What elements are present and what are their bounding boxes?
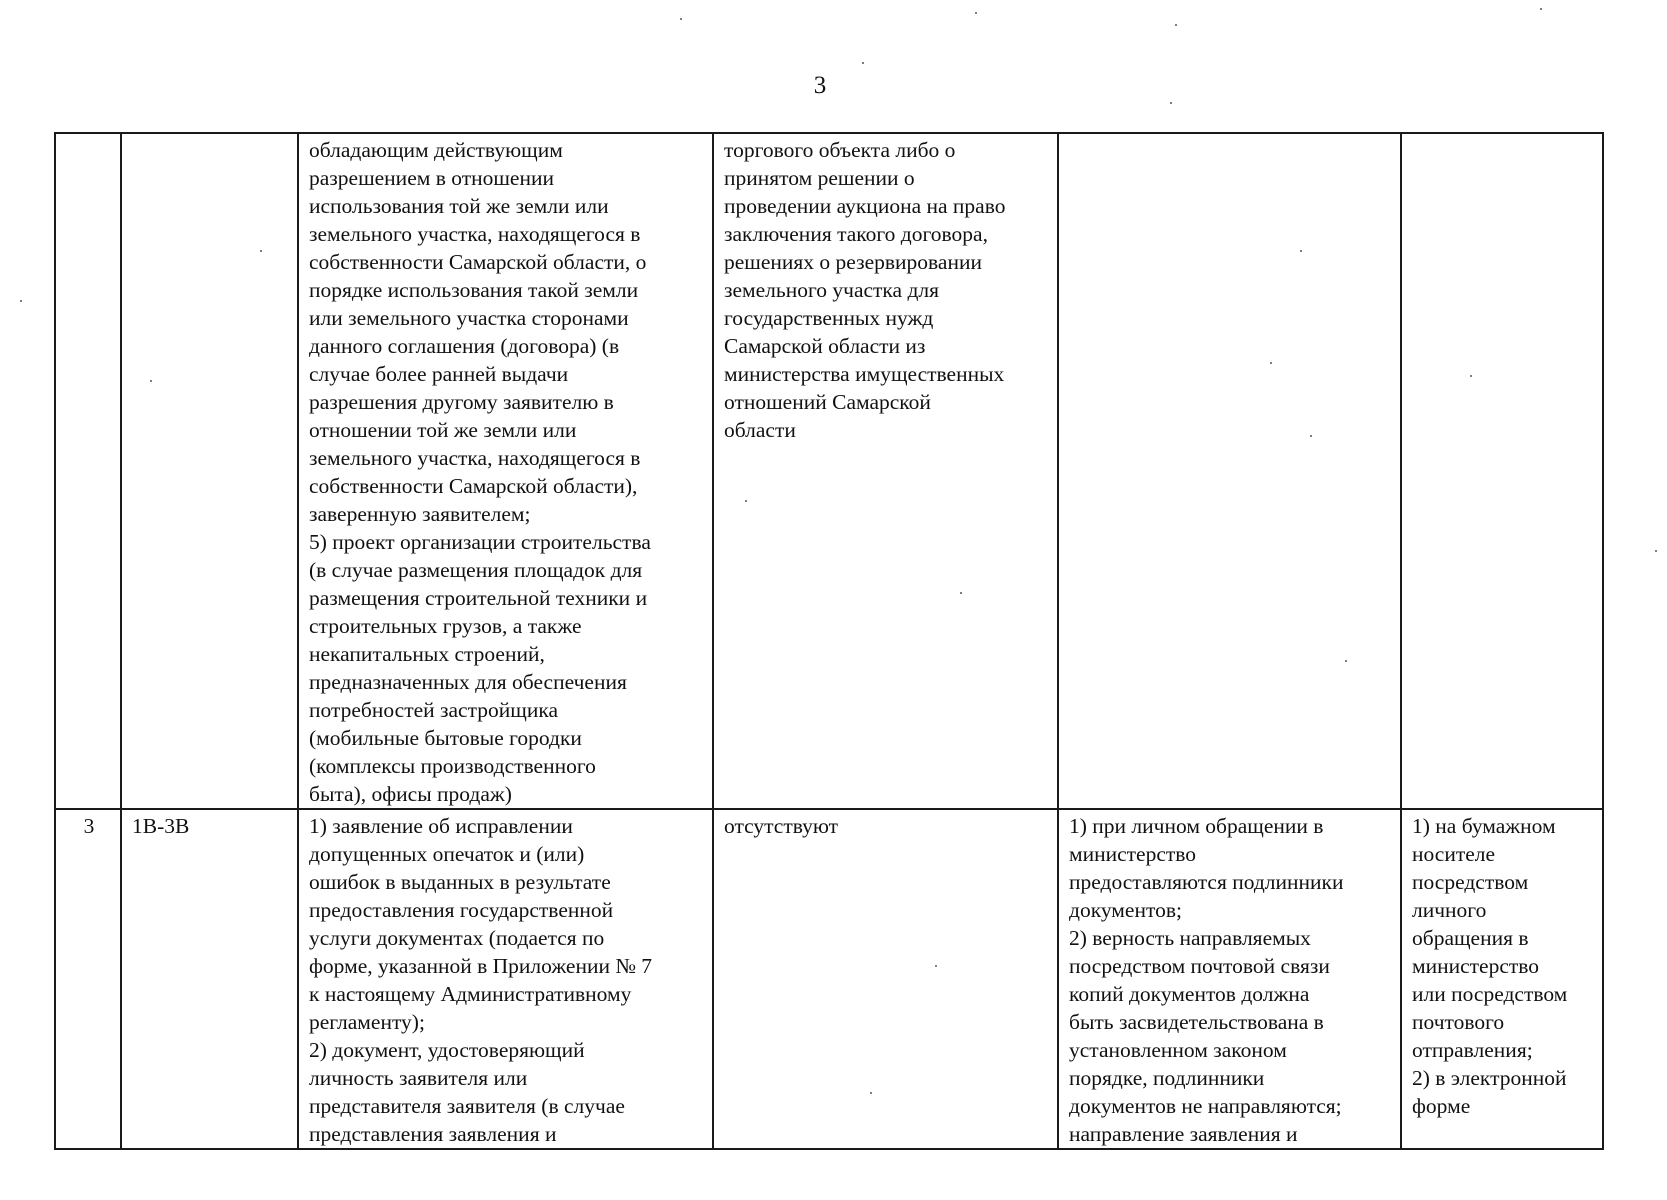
row-number: 3	[83, 814, 95, 838]
service-code-cell	[121, 809, 298, 1149]
requirements-cell	[1058, 133, 1401, 809]
submission-method-text: 1) на бумажном носителе посредством личного обращения в министерство или посредством почтового отправления; 2) в электронной форме	[1412, 814, 1568, 1118]
document-table	[54, 132, 1604, 1150]
interagency-cell	[713, 133, 1058, 809]
scan-speck	[745, 500, 747, 502]
table-row	[55, 809, 1603, 1149]
scan-speck	[1310, 435, 1312, 437]
scan-speck	[1170, 102, 1172, 104]
scan-speck	[1270, 362, 1272, 364]
scan-speck	[150, 380, 152, 382]
interagency-text: отсутствуют	[724, 814, 839, 838]
scan-speck	[680, 18, 682, 20]
scan-speck	[960, 592, 962, 594]
interagency-cell	[713, 809, 1058, 1149]
documents-cell	[298, 133, 713, 809]
scan-speck	[870, 1092, 872, 1094]
submission-method-cell	[1401, 133, 1603, 809]
service-code: 1В-3В	[132, 814, 190, 838]
documents-cell	[298, 809, 713, 1149]
service-code-cell	[121, 133, 298, 809]
submission-method-cell	[1401, 809, 1603, 1149]
scan-speck	[1470, 375, 1472, 377]
row-number-cell	[55, 133, 121, 809]
documents-text: 1) заявление об исправлении допущенных опечаток и (или) ошибок в выданных в результате предоставления государственной услуги документах (подается по форме, указанной в Приложении № 7 к настоящему Административному регламенту); 2) документ, удостоверяющий личность заявителя или представителя заявителя (в случае представления заявления и	[309, 814, 652, 1146]
table-row	[55, 133, 1603, 809]
row-number-cell	[55, 809, 121, 1149]
scan-speck	[1655, 550, 1657, 552]
scan-speck	[1175, 24, 1177, 26]
requirements-text: 1) при личном обращении в министерство предоставляются подлинники документов; 2) верность направляемых посредством почтовой связи копий документов должна быть засвидетельствована в установленном законом порядке, подлинники документов не направляются; направление заявления и	[1069, 814, 1344, 1146]
interagency-text: торгового объекта либо о принятом решении о проведении аукциона на право заключения такого договора, решениях о резервировании земельного участка для государственных нужд Самарской области из министерства имущественных отношений Самарской области	[724, 138, 1006, 442]
scan-speck	[975, 12, 977, 14]
scan-speck	[20, 300, 22, 302]
scan-speck	[862, 62, 864, 64]
scan-speck	[1345, 660, 1347, 662]
scan-speck	[1300, 250, 1302, 252]
documents-text: обладающим действующим разрешением в отношении использования той же земли или земельного участка, находящегося в собственности Самарской области, о порядке использования такой земли или земельного участка сторонами данного соглашения (договора) (в случае более ранней выдачи разрешения другому заявителю в отношении той же земли или земельного участка, находящегося в собственности Самарской области), заверенную заявителем; 5) проект организации строительства (в случае размещения площадок для размещения строительной техники и строительных грузов, а также некапитальных строений, предназначенных для обеспечения потребностей застройщика (мобильные бытовые городки (комплексы производственного быта), офисы продаж)	[309, 138, 651, 806]
scan-speck	[260, 250, 262, 252]
requirements-cell	[1058, 809, 1401, 1149]
page-number: 3	[813, 72, 827, 99]
scan-speck	[1540, 8, 1542, 10]
scan-speck	[935, 965, 937, 967]
